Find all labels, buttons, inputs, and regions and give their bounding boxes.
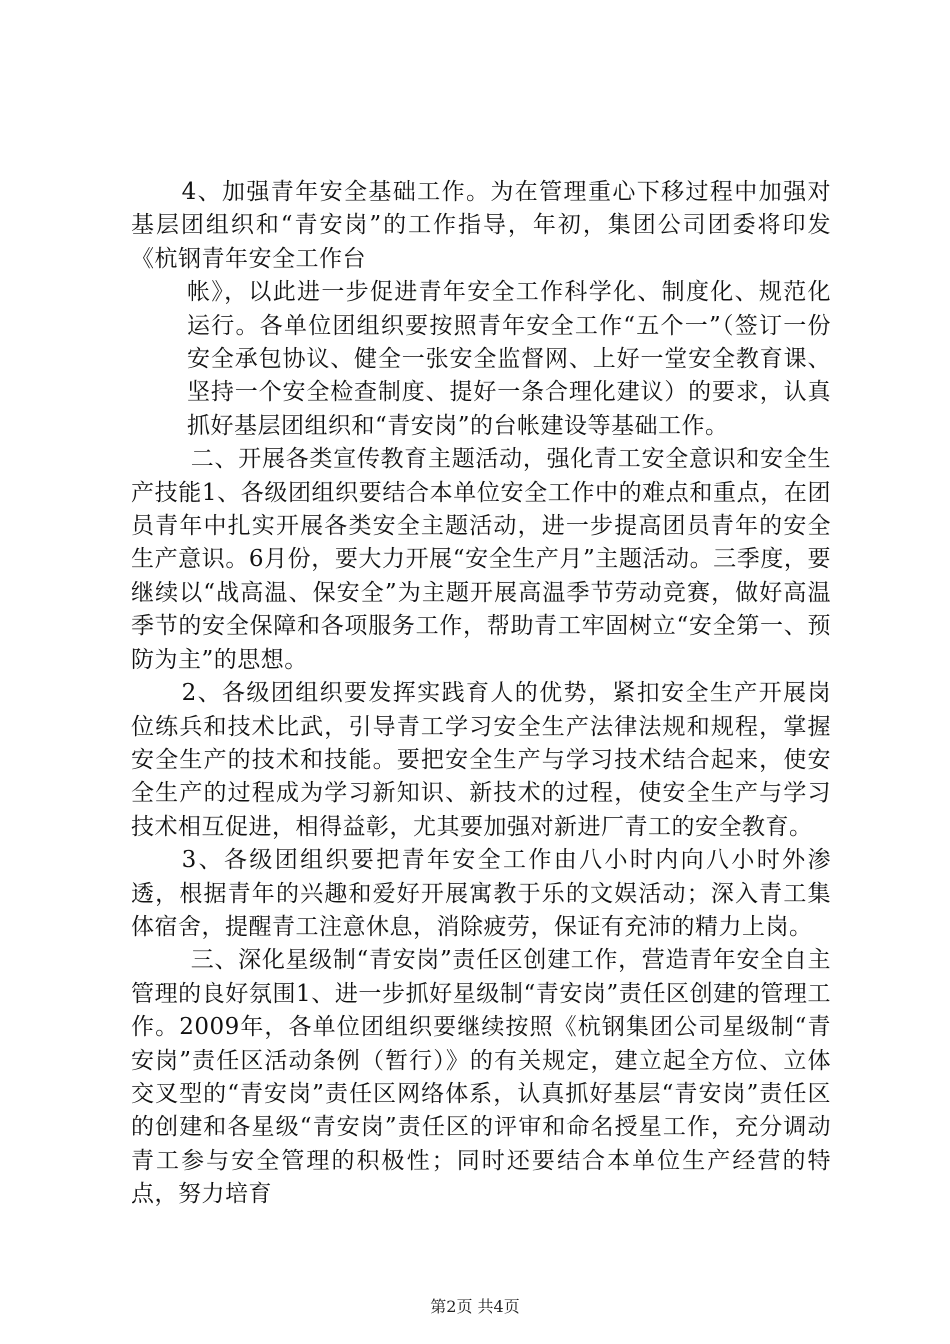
document-body bbox=[131, 176, 831, 1212]
paragraph-after-hours: 3、各级团组织要把青年安全工作由八小时内向八小时外渗透，根据青年的兴趣和爱好开展寓教于乐的文娱活动；深入青工集体宿舍，提醒青工注意休息，消除疲劳，保证有充沛的精力上岗。 bbox=[131, 847, 831, 940]
page-number-footer: 第2页 共4页 bbox=[430, 1297, 520, 1316]
paragraph-section-three: 三、深化星级制“青安岗”责任区创建工作，营造青年安全自主管理的良好氛围1、进一步抓好星级制“青安岗”责任区创建的管理工作。2009年，各单位团组织要继续按照《杭钢集团公司星级制“青安岗”责任区活动条例（暂行）》的有关规定，建立起全方位、立体交叉型的“青安岗”责任区网络体系，认真抓好基层“青安岗”责任区的创建和各星级“青安岗”责任区的评审和命名授星工作，充分调动青工参与安全管理的积极性；同时还要结合本单位生产经营的特点，努力培育 bbox=[131, 947, 831, 1208]
paragraph-section-two: 二、开展各类宣传教育主题活动，强化青工安全意识和安全生产技能1、各级团组织要结合本单位安全工作中的难点和重点，在团员青年中扎实开展各类安全主题活动，进一步提高团员青年的安全生产意识。6月份，要大力开展“安全生产月”主题活动。三季度，要继续以“战高温、保安全”为主题开展高温季节劳动竞赛，做好高温季节的安全保障和各项服务工作，帮助青工牢固树立“安全第一、预防为主”的思想。 bbox=[131, 446, 831, 673]
paragraph-practice-education: 2、各级团组织要发挥实践育人的优势，紧扣安全生产开展岗位练兵和技术比武，引导青工学习安全生产法律法规和规程，掌握安全生产的技术和技能。要把安全生产与学习技术结合起来，使安全生产的过程成为学习新知识、新技术的过程，使安全生产与学习技术相互促进，相得益彰，尤其要加强对新进厂青工的安全教育。 bbox=[131, 680, 831, 840]
paragraph-ledger-continuation: 帐》，以此进一步促进青年安全工作科学化、制度化、规范化运行。各单位团组织要按照青年安全工作“五个一”（签订一份安全承包协议、健全一张安全监督网、上好一堂安全教育课、坚持一个安全检查制度、提好一条合理化建议）的要求，认真抓好基层团组织和“青安岗”的台帐建设等基础工作。 bbox=[187, 279, 831, 439]
paragraph-safety-foundation: 4、加强青年安全基础工作。为在管理重心下移过程中加强对基层团组织和“青安岗”的工作指导，年初，集团公司团委将印发《杭钢青年安全工作台 bbox=[131, 179, 831, 272]
